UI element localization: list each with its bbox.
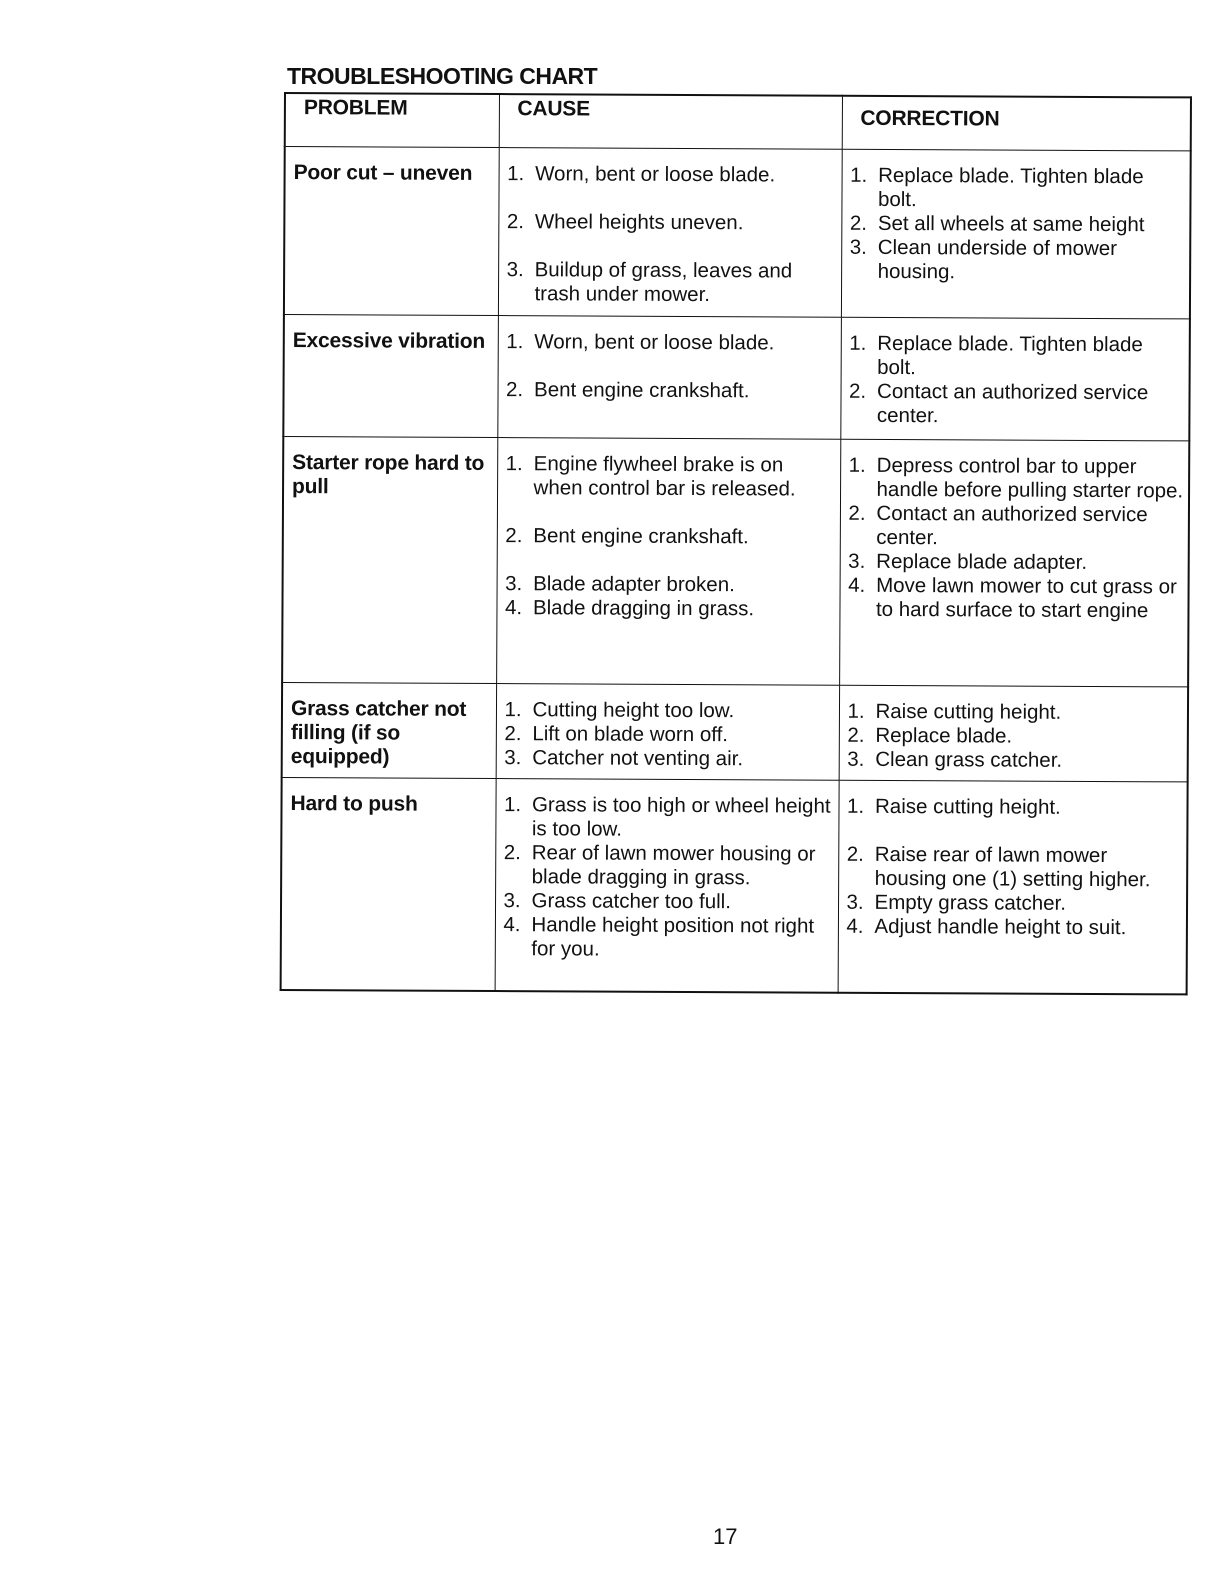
correction-item: 2. Set all wheels at same height [849, 211, 1145, 237]
cause-item: 2. Bent engine crankshaft. [505, 524, 749, 549]
header-problem: PROBLEM [285, 93, 499, 148]
troubleshooting-table [280, 92, 1192, 995]
correction-cell [841, 149, 1191, 319]
correction-item: 1. Replace blade. Tighten blade bolt. [849, 331, 1143, 380]
cause-item: 3. Grass catcher too full. [503, 889, 731, 914]
correction-item: 1. Raise cutting height. [847, 699, 1062, 724]
cause-item: 1. Worn, bent or loose blade. [506, 330, 775, 355]
problem-cell: Hard to push [281, 777, 496, 990]
correction-item: 3. Replace blade adapter. [848, 549, 1088, 574]
correction-cell [840, 317, 1190, 441]
correction-item: 3. Clean grass catcher. [847, 747, 1063, 772]
chart-title: TROUBLESHOOTING CHART [287, 63, 598, 89]
cause-item: 3. Catcher not venting air. [504, 746, 744, 771]
cause-item: 3. Buildup of grass, leaves and trash under mower. [506, 258, 793, 307]
table-header-row [285, 93, 1191, 151]
correction-cell [838, 780, 1188, 994]
problem-cell: Starter rope hard to pull [282, 437, 497, 684]
cause-item: 1. Cutting height too low. [504, 698, 735, 723]
correction-cell [839, 685, 1188, 782]
cause-item: 2. Wheel heights uneven. [506, 210, 744, 235]
correction-cell [839, 439, 1189, 687]
cause-item: 1. Grass is too high or wheel height is too low. [503, 793, 831, 841]
correction-item: 2. Replace blade. [847, 723, 1013, 748]
correction-item: 1. Replace blade. Tighten blade bolt. [850, 163, 1144, 212]
cause-cell [496, 684, 839, 781]
table-row [284, 147, 1191, 319]
correction-item: 2. Contact an authorized service center. [848, 379, 1149, 428]
correction-item: 3. Clean underside of mower housing. [849, 235, 1118, 284]
correction-item: 4. Adjust handle height to suit. [846, 914, 1127, 940]
cause-item: 1. Engine flywheel brake is on when control bar is released. [505, 452, 796, 501]
table-row [282, 437, 1189, 687]
cause-cell [495, 779, 839, 993]
problem-cell: Excessive vibration [283, 315, 498, 438]
correction-item: 3. Empty grass catcher. [846, 890, 1067, 915]
page-number: 17 [713, 1524, 738, 1549]
cause-item: 4. Handle height position not right for you. [503, 913, 815, 961]
table-row [282, 682, 1188, 781]
correction-item: 4. Move lawn mower to cut grass or to hard surface to start engine [848, 573, 1177, 623]
cause-cell [496, 438, 840, 686]
problem-cell: Grass catcher not filling (if so equipped) [282, 682, 496, 778]
correction-item: 1. Depress control bar to upper handle before pulling starter rope. [848, 453, 1184, 503]
cause-item: 4. Blade dragging in grass. [504, 596, 755, 621]
problem-cell: Poor cut – uneven [284, 147, 499, 316]
correction-item: 1. Raise cutting height. [846, 794, 1061, 819]
header-cause: CAUSE [499, 94, 842, 149]
correction-item: 2. Raise rear of lawn mower housing one (1) setting higher. [846, 842, 1151, 892]
cause-item: 2. Lift on blade worn off. [504, 722, 729, 747]
cause-item: 3. Blade adapter broken. [505, 572, 735, 597]
table-row [281, 777, 1188, 993]
table-row [283, 315, 1190, 441]
cause-cell [497, 316, 841, 440]
cause-item: 2. Bent engine crankshaft. [505, 378, 750, 403]
header-correction: CORRECTION [842, 96, 1191, 151]
correction-item: 2. Contact an authorized service center. [848, 501, 1148, 550]
cause-item: 1. Worn, bent or loose blade. [507, 162, 776, 187]
cause-cell [498, 148, 842, 318]
cause-item: 2. Rear of lawn mower housing or blade dragging in grass. [503, 841, 816, 890]
